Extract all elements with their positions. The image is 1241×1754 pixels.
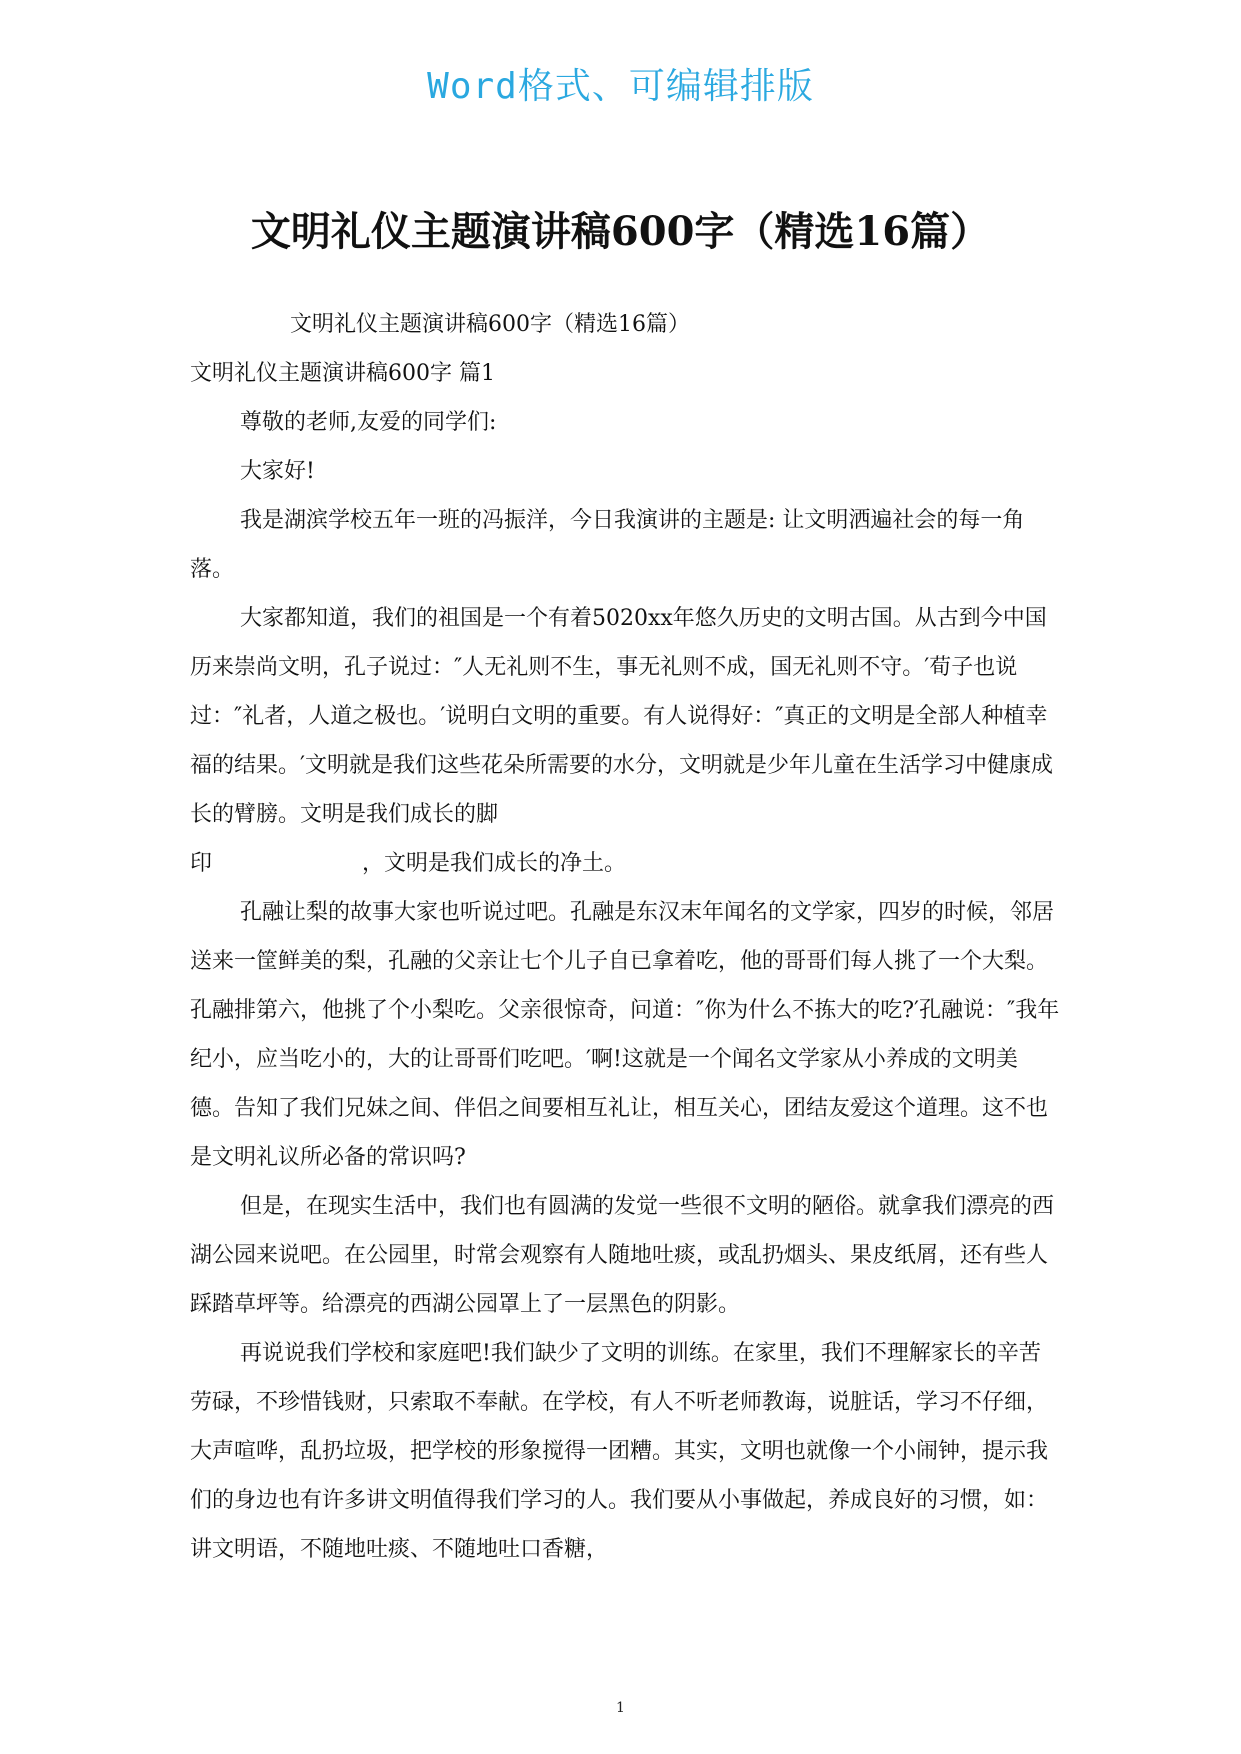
- header-banner: Word格式、可编辑排版: [427, 66, 814, 107]
- paragraph-2-tail: [190, 839, 1060, 888]
- section-heading: 文明礼仪主题演讲稿600字 篇1: [190, 361, 495, 386]
- hello-paragraph: 大家好!: [240, 459, 315, 484]
- greeting-paragraph: 尊敬的老师,友爱的同学们:: [240, 410, 497, 435]
- paragraph-5: 再说说我们学校和家庭吧!我们缺少了文明的训练。在家里，我们不理解家长的辛苦劳碌，不珍惜钱财，只索取不奉献。在学校，有人不听老师教诲，说脏话，学习不仔细，大声喧哗，乱扔垃圾，把学校的形象搅得一团糟。其实，文明也就像一个小闹钟，提示我们的身边也有许多讲文明值得我们学习的人。我们要从小事做起，养成良好的习惯，如：讲文明语，不随地吐痰、不随地吐口香糖，: [190, 1341, 1049, 1562]
- document-subtitle: 文明礼仪主题演讲稿600字（精选16篇）: [290, 312, 690, 337]
- paragraph-2: 大家都知道，我们的祖国是一个有着5020xx年悠久历史的文明古国。从古到今中国历来崇尚文明，孔子说过：″人无礼则不生，事无礼则不成，国无礼则不守。′荀子也说过：″礼者，人道之极也。′说明白文明的重要。有人说得好：″真正的文明是全部人种植幸福的结果。′文明就是我们这些花朵所需要的水分，文明就是少年儿童在生活学习中健康成长的臂膀。文明是我们成长的脚: [190, 606, 1053, 827]
- paragraph-3: 孔融让梨的故事大家也听说过吧。孔融是东汉末年闻名的文学家，四岁的时候，邻居送来一筐鲜美的梨，孔融的父亲让七个儿子自已拿着吃，他的哥哥们每人挑了一个大梨。孔融排第六，他挑了个小梨吃。父亲很惊奇，问道：″你为什么不拣大的吃?′孔融说：″我年纪小，应当吃小的，大的让哥哥们吃吧。′啊!这就是一个闻名文学家从小养成的文明美德。告知了我们兄妹之间、伴侣之间要相互礼让，相互关心，团结友爱这个道理。这不也是文明礼议所必备的常识吗?: [190, 900, 1060, 1170]
- page-number: 1: [616, 1700, 625, 1716]
- document-title: 文明礼仪主题演讲稿600字（精选16篇）: [250, 208, 991, 255]
- paragraph-1: 我是湖滨学校五年一班的冯振洋，今日我演讲的主题是: 让文明洒遍社会的每一角落。: [190, 508, 1025, 582]
- paragraph-2-tail-a: 印: [190, 851, 213, 876]
- paragraph-4: 但是，在现实生活中，我们也有圆满的发觉一些很不文明的陋俗。就拿我们漂亮的西湖公园来说吧。在公园里，时常会观察有人随地吐痰，或乱扔烟头、果皮纸屑，还有些人踩踏草坪等。给漂亮的西湖公园罩上了一层黑色的阴影。: [190, 1194, 1055, 1317]
- paragraph-2-tail-b: ，文明是我们成长的净土。: [362, 851, 627, 876]
- document-body: [190, 300, 1060, 1574]
